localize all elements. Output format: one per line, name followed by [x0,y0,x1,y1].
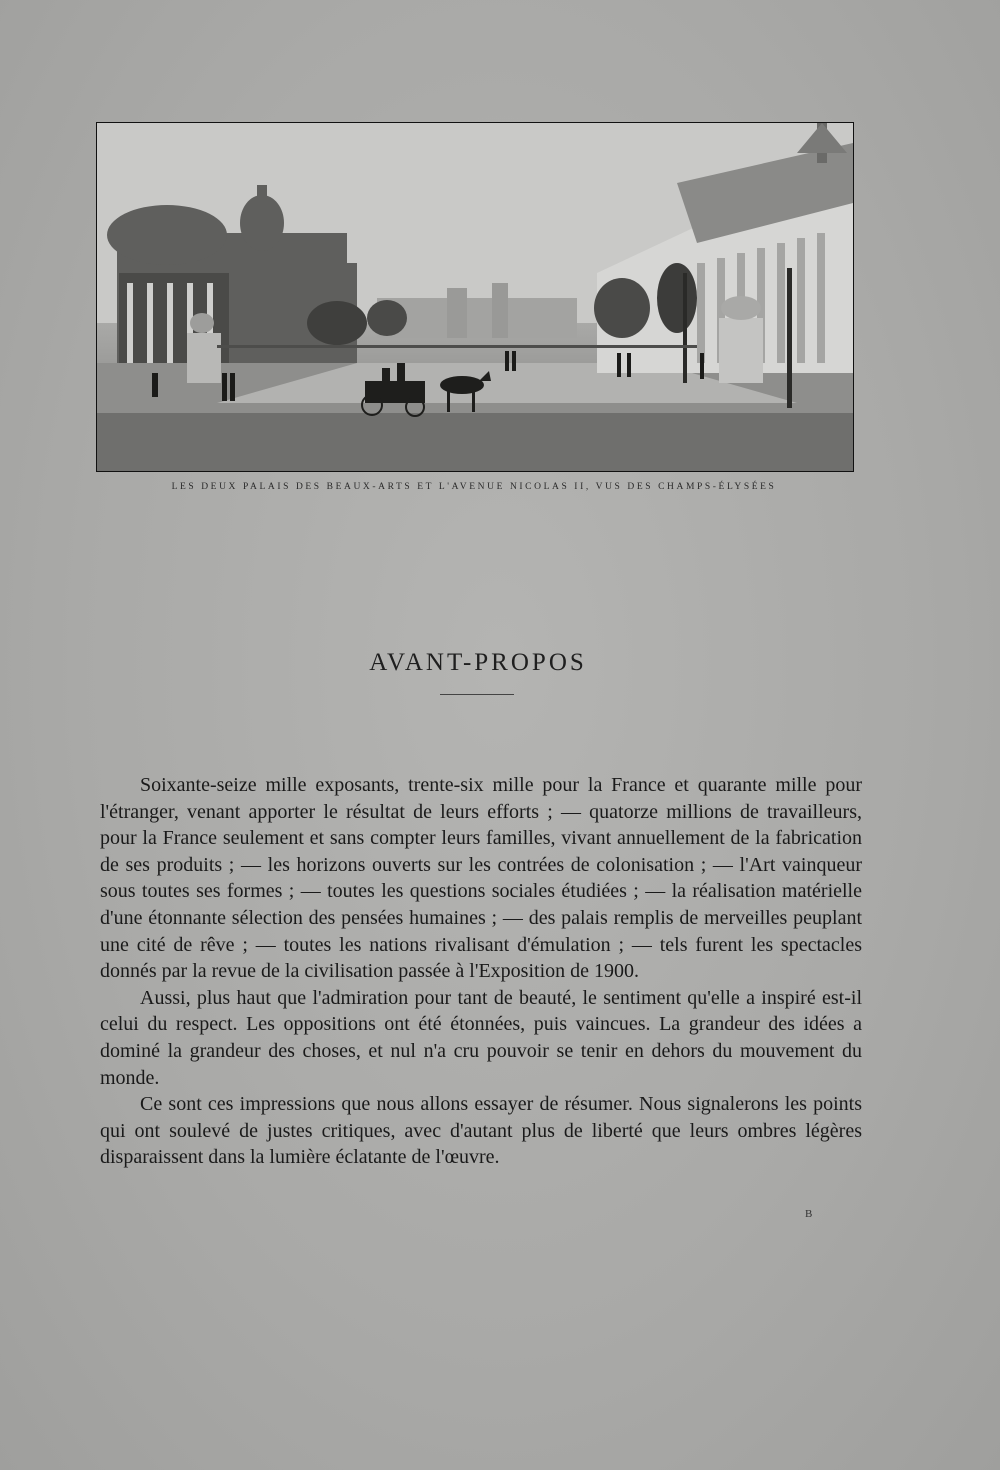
title-divider [440,694,514,695]
paragraph: Ce sont ces impressions que nous allons essayer de résumer. Nous signalerons les points qui ont soulevé de justes critiques, avec d'autant plus de liberté que leurs ombres légères disparaissent dans la lumière éclatante de l'œuvre. [100,1093,862,1169]
photograph-palais-beaux-arts [96,122,854,472]
photo-caption: LES DEUX PALAIS DES BEAUX-ARTS ET L'AVENUE NICOLAS II, VUS DES CHAMPS-ÉLYSÉES [171,482,777,492]
signature-mark: B [805,1208,813,1220]
paragraph: Soixante-seize mille exposants, trente-six mille pour la France et quarante mille pour l'étranger, venant apporter le résultat de leurs efforts ; — quatorze millions de travailleurs, pour la France seulement et sans compter leurs familles, vivant annuellement de la fabrication de ses produits ; — les horizons ouverts sur les contrées de colonisation ; — l'Art vainqueur sous toutes ses formes ; — toutes les questions sociales étudiées ; — la réalisation matérielle d'une étonnante sélection des pensées humaines ; — des palais remplis de merveilles peuplant une cité de rêve ; — toutes les nations rivalisant d'émulation ; — tels furent les spectacles donnés par la revue de la civilisation passée à l'Exposition de 1900. [100,774,862,983]
body-text [100,772,862,1171]
paragraph: Aussi, plus haut que l'admiration pour tant de beauté, le sentiment qu'elle a inspiré est-il celui du respect. Les oppositions ont été étonnées, puis vaincues. La grandeur des idées a dominé la grandeur des choses, et nul n'a cru pouvoir se tenir en dehors du mouvement du monde. [100,986,862,1089]
street-scene-illustration [97,123,853,471]
section-title: AVANT-PROPOS [369,648,587,676]
